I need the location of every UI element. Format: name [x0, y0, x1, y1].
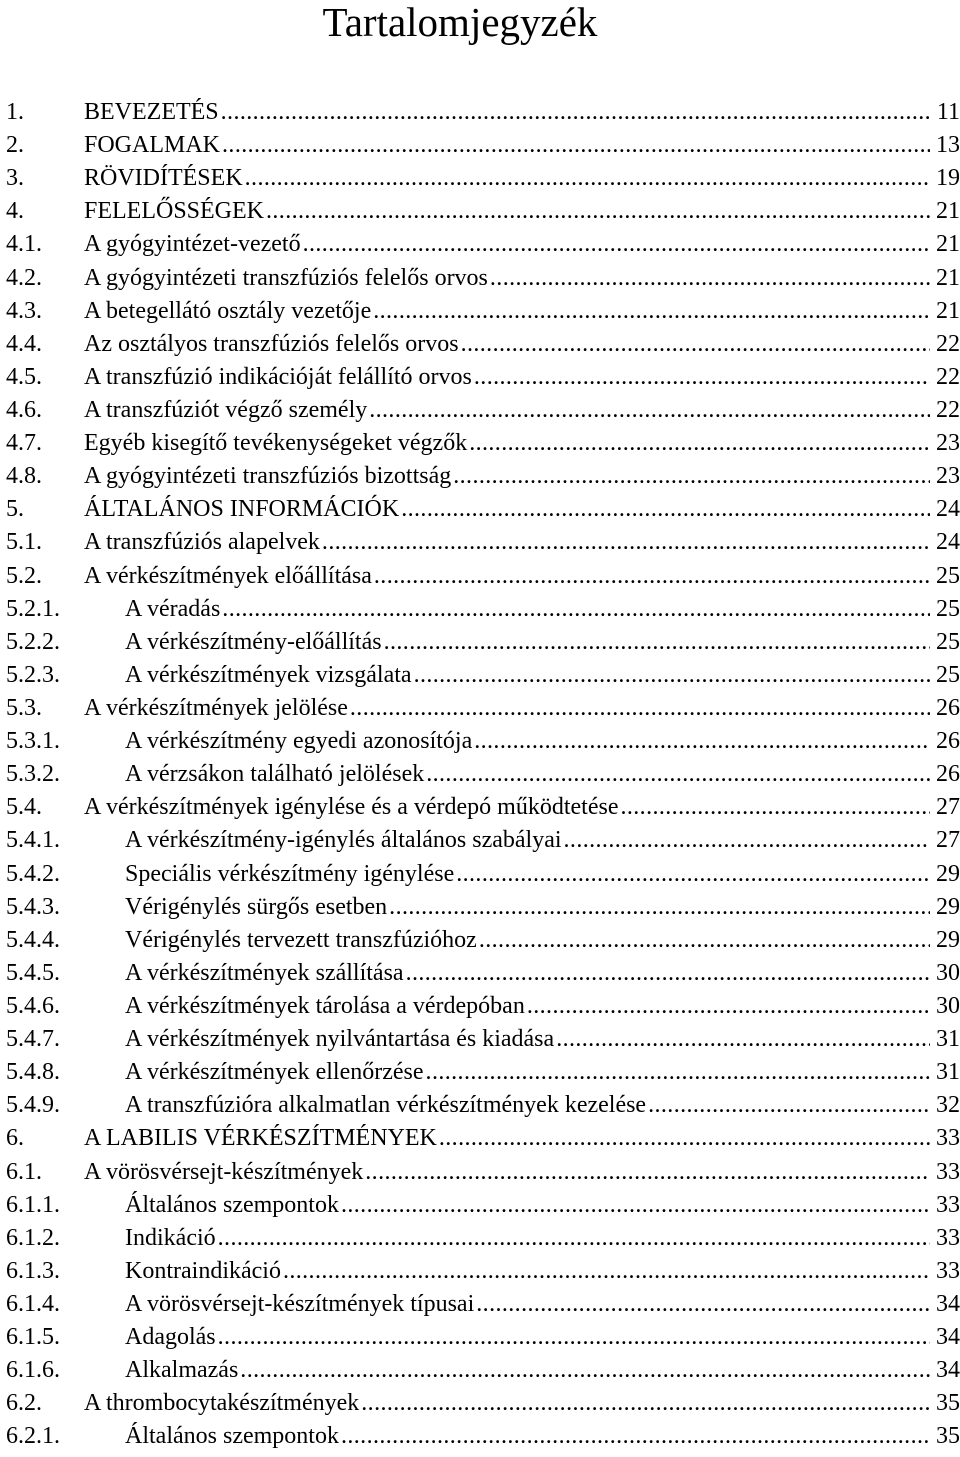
- toc-dot-leader: [341, 1189, 930, 1222]
- toc-entry-label: A transzfúzióra alkalmatlan vérkészítmények kezelése: [125, 1092, 647, 1119]
- toc-entry-number: 6.1.5.: [6, 1324, 60, 1351]
- toc-dot-leader: [222, 129, 930, 162]
- toc-entry[interactable]: [6, 493, 960, 526]
- toc-entry-number: 5.2.3.: [6, 661, 60, 688]
- toc-entry-number: 5.4.9.: [6, 1092, 60, 1119]
- toc-entry-number: 6.1.6.: [6, 1357, 60, 1384]
- toc-entry-label: A vérkészítmények nyilvántartása és kiadása: [125, 1026, 555, 1053]
- toc-entry-label: A vérkészítmény-igénylés általános szabályai: [125, 827, 562, 854]
- toc-entry-number: 5.4.: [6, 794, 42, 821]
- toc-entry-label: A vérkészítmények tárolása a vérdepóban: [125, 992, 525, 1019]
- toc-entry-number: 4.5.: [6, 363, 42, 390]
- toc-entry-page-number: 26: [936, 728, 960, 755]
- toc-entry-number: 5.3.1.: [6, 728, 60, 755]
- toc-entry[interactable]: [6, 394, 960, 427]
- toc-entry-page-number: 24: [936, 496, 960, 523]
- toc-dot-leader: [648, 1089, 930, 1122]
- toc-entry[interactable]: [6, 262, 960, 295]
- toc-dot-leader: [469, 427, 930, 460]
- toc-entry-number: 5.2.2.: [6, 628, 60, 655]
- toc-entry-number: 6.1.1.: [6, 1191, 60, 1218]
- toc-entry[interactable]: [6, 1056, 960, 1089]
- toc-entry[interactable]: [6, 295, 960, 328]
- toc-entry-number: 5.4.1.: [6, 827, 60, 854]
- toc-entry-number: 5.4.7.: [6, 1026, 60, 1053]
- toc-entry-page-number: 34: [936, 1290, 960, 1317]
- toc-entry-number: 6.1.4.: [6, 1290, 60, 1317]
- toc-entry-page-number: 30: [936, 959, 960, 986]
- toc-entry[interactable]: [6, 427, 960, 460]
- toc-entry-label: ÁLTALÁNOS INFORMÁCIÓK: [84, 496, 400, 523]
- toc-entry-label: A gyógyintézeti transzfúziós felelős orvos: [84, 264, 488, 291]
- toc-entry-page-number: 33: [936, 1224, 960, 1251]
- toc-entry-page-number: 26: [936, 694, 960, 721]
- toc-entry[interactable]: [6, 1222, 960, 1255]
- toc-dot-leader: [222, 593, 930, 626]
- toc-entry[interactable]: [6, 1122, 960, 1155]
- toc-entry-page-number: 33: [936, 1257, 960, 1284]
- toc-entry[interactable]: [6, 195, 960, 228]
- toc-entry-label: A LABILIS VÉRKÉSZÍTMÉNYEK: [84, 1125, 437, 1152]
- toc-entry[interactable]: [6, 560, 960, 593]
- toc-entry-page-number: 22: [936, 396, 960, 423]
- toc-entry[interactable]: [6, 1420, 960, 1453]
- toc-entry-page-number: 35: [936, 1423, 960, 1450]
- toc-entry-number: 4.7.: [6, 430, 42, 457]
- toc-entry-page-number: 13: [936, 132, 960, 159]
- toc-entry-label: A vérkészítmények jelölése: [84, 694, 348, 721]
- toc-entry-label: A transzfúziót végző személy: [84, 396, 368, 423]
- toc-entry[interactable]: [6, 1189, 960, 1222]
- toc-entry[interactable]: [6, 626, 960, 659]
- toc-entry-label: A transzfúzió indikációját felállító orvos: [84, 363, 472, 390]
- toc-entry-number: 2.: [6, 132, 24, 159]
- toc-entry[interactable]: [6, 659, 960, 692]
- toc-dot-leader: [620, 791, 930, 824]
- toc-dot-leader: [527, 990, 930, 1023]
- toc-entry-number: 6.1.3.: [6, 1257, 60, 1284]
- toc-entry-number: 4.3.: [6, 297, 42, 324]
- toc-entry-page-number: 24: [936, 529, 960, 556]
- toc-entry-page-number: 25: [936, 595, 960, 622]
- toc-entry-label: FELELŐSSÉGEK: [84, 198, 264, 225]
- toc-dot-leader: [283, 1255, 930, 1288]
- toc-entry-number: 3.: [6, 165, 24, 192]
- toc-dot-leader: [426, 758, 930, 791]
- toc-entry-label: A vérkészítmények ellenőrzése: [125, 1059, 424, 1086]
- toc-entry[interactable]: [6, 1089, 960, 1122]
- toc-entry[interactable]: [6, 1023, 960, 1056]
- toc-entry[interactable]: [6, 526, 960, 559]
- page-title: Tartalomjegyzék: [322, 0, 598, 45]
- toc-entry-number: 5.3.: [6, 694, 42, 721]
- toc-entry-page-number: 21: [936, 198, 960, 225]
- toc-entry-number: 5.4.8.: [6, 1059, 60, 1086]
- toc-entry-label: Kontraindikáció: [125, 1257, 281, 1284]
- toc-entry[interactable]: [6, 129, 960, 162]
- toc-dot-leader: [322, 526, 930, 559]
- toc-dot-leader: [456, 858, 930, 891]
- toc-entry-number: 5.2.: [6, 562, 42, 589]
- toc-entry[interactable]: [6, 228, 960, 261]
- toc-entry[interactable]: [6, 725, 960, 758]
- toc-dot-leader: [221, 96, 930, 129]
- toc-entry-label: A vérkészítmények vizsgálata: [125, 661, 412, 688]
- toc-entry-page-number: 33: [936, 1158, 960, 1185]
- toc-entry-page-number: 33: [936, 1125, 960, 1152]
- toc-entry[interactable]: [6, 460, 960, 493]
- toc-entry-label: A vörösvérsejt-készítmények típusai: [125, 1290, 475, 1317]
- toc-entry-page-number: 22: [936, 363, 960, 390]
- toc-dot-leader: [476, 1288, 930, 1321]
- toc-dot-leader: [461, 328, 930, 361]
- toc-dot-leader: [374, 560, 930, 593]
- toc-entry[interactable]: [6, 824, 960, 857]
- toc-dot-leader: [414, 659, 930, 692]
- toc-entry-page-number: 21: [936, 264, 960, 291]
- toc-entry-number: 5.4.4.: [6, 926, 60, 953]
- toc-dot-leader: [564, 824, 930, 857]
- toc-entry-page-number: 27: [936, 794, 960, 821]
- toc-entry-page-number: 35: [936, 1390, 960, 1417]
- toc-entry-label: Egyéb kisegítő tevékenységeket végzők: [84, 430, 468, 457]
- toc-entry-number: 1.: [6, 99, 24, 125]
- toc-entry[interactable]: [6, 957, 960, 990]
- toc-entry[interactable]: [6, 1255, 960, 1288]
- toc-entry-number: 5.4.6.: [6, 992, 60, 1019]
- toc-entry[interactable]: [6, 1288, 960, 1321]
- toc-entry-label: FOGALMAK: [84, 132, 221, 159]
- toc-entry-page-number: 29: [936, 893, 960, 920]
- toc-dot-leader: [490, 262, 930, 295]
- toc-entry[interactable]: [6, 891, 960, 924]
- toc-entry-number: 5.4.5.: [6, 959, 60, 986]
- toc-entry[interactable]: [6, 858, 960, 891]
- toc-entry-label: A véradás: [125, 595, 221, 622]
- toc-entry-number: 4.8.: [6, 463, 42, 490]
- toc-entry-number: 6.2.1.: [6, 1423, 60, 1450]
- toc-entry-page-number: 34: [936, 1324, 960, 1351]
- toc-entry-label: BEVEZETÉS: [84, 99, 219, 125]
- toc-dot-leader: [479, 924, 930, 957]
- toc-entry[interactable]: [6, 361, 960, 394]
- toc-entry-label: A transzfúziós alapelvek: [84, 529, 320, 556]
- toc-entry-page-number: 33: [936, 1191, 960, 1218]
- toc-entry[interactable]: [6, 162, 960, 195]
- toc-entry-label: A gyógyintézet-vezető: [84, 231, 301, 258]
- toc-dot-leader: [365, 1156, 930, 1189]
- toc-entry-label: A vérkészítmények előállítása: [84, 562, 372, 589]
- toc-dot-leader: [266, 195, 930, 228]
- toc-entry-number: 6.: [6, 1125, 24, 1152]
- toc-dot-leader: [245, 162, 930, 195]
- toc-entry-number: 5.2.1.: [6, 595, 60, 622]
- toc-entry-number: 5.1.: [6, 529, 42, 556]
- toc-entry-page-number: 19: [936, 165, 960, 192]
- toc-dot-leader: [341, 1420, 930, 1453]
- toc-entry-page-number: 21: [936, 231, 960, 258]
- toc-entry-page-number: 11: [936, 99, 960, 125]
- toc-dot-leader: [439, 1122, 930, 1155]
- toc-entry[interactable]: [6, 328, 960, 361]
- toc-dot-leader: [361, 1387, 930, 1420]
- toc-entry-label: A gyógyintézeti transzfúziós bizottság: [84, 463, 452, 490]
- toc-dot-leader: [389, 891, 930, 924]
- toc-dot-leader: [369, 394, 930, 427]
- toc-entry-number: 4.6.: [6, 396, 42, 423]
- toc-entry-label: Vérigénylés sürgős esetben: [125, 893, 388, 920]
- toc-entry-page-number: 29: [936, 926, 960, 953]
- toc-dot-leader: [218, 1321, 930, 1354]
- toc-entry-page-number: 29: [936, 860, 960, 887]
- toc-entry-number: 5.4.2.: [6, 860, 60, 887]
- toc-entry-label: Általános szempontok: [125, 1423, 339, 1450]
- toc-entry-label: Adagolás: [125, 1324, 216, 1351]
- toc-dot-leader: [556, 1023, 930, 1056]
- toc-dot-leader: [474, 725, 930, 758]
- toc-entry-page-number: 26: [936, 761, 960, 788]
- toc-entry-number: 4.1.: [6, 231, 42, 258]
- toc-entry-number: 5.4.3.: [6, 893, 60, 920]
- toc-dot-leader: [453, 460, 930, 493]
- toc-entry-label: A vérkészítmények igénylése és a vérdepó működtetése: [84, 794, 619, 821]
- toc-entry-label: Speciális vérkészítmény igénylése: [125, 860, 455, 887]
- toc-entry-label: Indikáció: [125, 1224, 216, 1251]
- toc-entry-page-number: 25: [936, 628, 960, 655]
- toc-entry-page-number: 23: [936, 463, 960, 490]
- toc-entry-page-number: 25: [936, 562, 960, 589]
- toc-dot-leader: [384, 626, 930, 659]
- toc-entry-page-number: 27: [936, 827, 960, 854]
- toc-entry-label: A vérkészítmények szállítása: [125, 959, 404, 986]
- toc-dot-leader: [218, 1222, 930, 1255]
- toc-entry-page-number: 31: [936, 1059, 960, 1086]
- toc-entry-label: Az osztályos transzfúziós felelős orvos: [84, 330, 459, 357]
- toc-entry-label: A vérkészítmény egyedi azonosítója: [125, 728, 473, 755]
- toc-entry-label: Általános szempontok: [125, 1191, 339, 1218]
- toc-entry[interactable]: [6, 924, 960, 957]
- toc-entry-number: 6.1.: [6, 1158, 42, 1185]
- toc-entry[interactable]: [6, 1354, 960, 1387]
- toc-entry[interactable]: [6, 96, 960, 129]
- toc-entry-label: Vérigénylés tervezett transzfúzióhoz: [125, 926, 477, 953]
- toc-dot-leader: [406, 957, 930, 990]
- toc-dot-leader: [401, 493, 930, 526]
- toc-entry[interactable]: [6, 990, 960, 1023]
- toc-entry-page-number: 22: [936, 330, 960, 357]
- toc-entry[interactable]: [6, 1321, 960, 1354]
- toc-entry-page-number: 34: [936, 1357, 960, 1384]
- toc-dot-leader: [240, 1354, 930, 1387]
- toc-entry[interactable]: [6, 692, 960, 725]
- toc-entry-page-number: 32: [936, 1092, 960, 1119]
- toc-entry[interactable]: [6, 791, 960, 824]
- toc-entry-number: 5.3.2.: [6, 761, 60, 788]
- toc-entry-page-number: 23: [936, 430, 960, 457]
- toc-entry-label: A betegellátó osztály vezetője: [84, 297, 372, 324]
- toc-entry-page-number: 30: [936, 992, 960, 1019]
- table-of-contents: [6, 96, 960, 1453]
- toc-dot-leader: [426, 1056, 930, 1089]
- toc-entry-label: Alkalmazás: [125, 1357, 239, 1384]
- toc-dot-leader: [373, 295, 930, 328]
- toc-entry[interactable]: [6, 1156, 960, 1189]
- toc-entry[interactable]: [6, 758, 960, 791]
- toc-entry-number: 6.2.: [6, 1390, 42, 1417]
- toc-entry-label: RÖVIDÍTÉSEK: [84, 165, 243, 192]
- toc-entry[interactable]: [6, 1387, 960, 1420]
- toc-dot-leader: [474, 361, 930, 394]
- toc-dot-leader: [350, 692, 930, 725]
- toc-entry-number: 4.2.: [6, 264, 42, 291]
- toc-entry-page-number: 31: [936, 1026, 960, 1053]
- toc-dot-leader: [303, 228, 930, 261]
- toc-entry-number: 6.1.2.: [6, 1224, 60, 1251]
- toc-entry-number: 4.4.: [6, 330, 42, 357]
- toc-entry-page-number: 21: [936, 297, 960, 324]
- toc-entry-label: A thrombocytakészítmények: [84, 1390, 360, 1417]
- toc-entry-label: A vérkészítmény-előállítás: [125, 628, 382, 655]
- toc-entry[interactable]: [6, 593, 960, 626]
- toc-entry-number: 5.: [6, 496, 24, 523]
- toc-entry-number: 4.: [6, 198, 24, 225]
- toc-entry-label: A vérzsákon található jelölések: [125, 761, 425, 788]
- toc-entry-page-number: 25: [936, 661, 960, 688]
- toc-entry-label: A vörösvérsejt-készítmények: [84, 1158, 364, 1185]
